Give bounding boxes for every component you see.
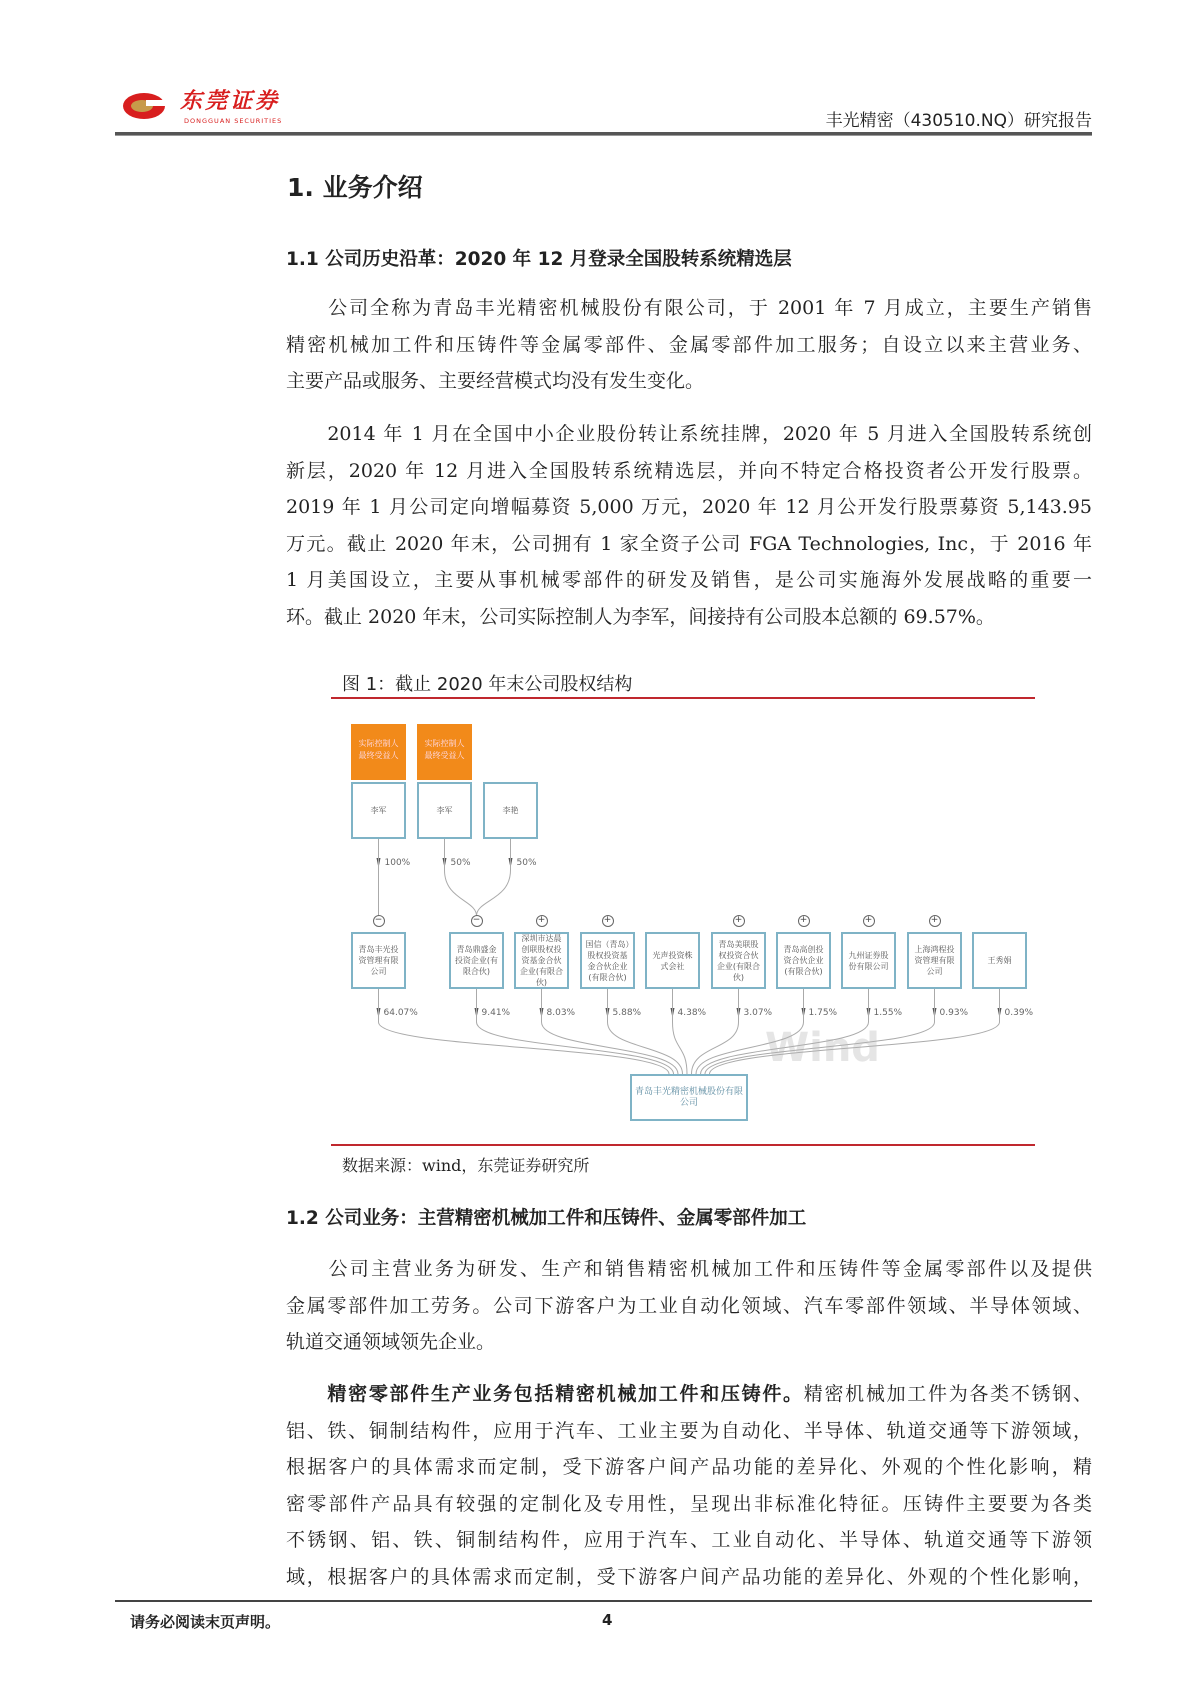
watermark: Wind (765, 1025, 880, 1071)
shareholder-node[interactable]: 上海鸿程投资管理有限公司 (907, 932, 962, 989)
shareholder-pct-label: 4.38% (677, 1008, 707, 1018)
text-line: 环。截止 2020 年末，公司实际控制人为李军，间接持有公司股本总额的 69.57%。 (286, 605, 995, 628)
text-span: 精密机械加工件为各类不锈钢、 (803, 1383, 1092, 1405)
holder-node[interactable]: 李军 (417, 782, 472, 839)
text-line: 2014 年 1 月在全国中小企业股份转让系统挂牌，2020 年 5 月进入全国股转系统创 (286, 423, 1092, 445)
expand-toggle-icon[interactable]: − (373, 915, 385, 927)
paragraph-business-2 (286, 1376, 1092, 1596)
shareholder-node[interactable]: 青岛美联股权投资合伙企业(有限合伙) (711, 932, 766, 989)
subsection-heading-1-2: 1.2 公司业务：主营精密机械加工件和压铸件、金属零部件加工 (286, 1208, 807, 1229)
footer-disclaimer: 请务必阅读末页声明。 (130, 1613, 281, 1631)
figure-title: 图 1：截止 2020 年末公司股权结构 (342, 674, 633, 695)
logo-text-cn: 东莞证券 (180, 88, 281, 114)
paragraph-business-1 (286, 1251, 1092, 1361)
expand-toggle-icon[interactable]: + (863, 915, 875, 927)
expand-toggle-icon[interactable]: + (929, 915, 941, 927)
shareholder-node[interactable]: 深圳市达晨创联股权投资基金合伙企业(有限合伙) (514, 932, 569, 989)
shareholder-node[interactable]: 九州证券股份有限公司 (841, 932, 896, 989)
figure-bottom-rule (331, 1144, 1035, 1146)
connector-line (379, 989, 670, 1074)
expand-toggle-icon[interactable]: + (733, 915, 745, 927)
shareholder-node[interactable]: 青岛鼎盛金投资企业(有限合伙) (449, 932, 504, 989)
report-title: 丰光精密（430510.NQ）研究报告 (825, 111, 1092, 131)
text-line: 万元。截止 2020 年末，公司拥有 1 家全资子公司 FGA Technologies, Inc，于 2016 年 (286, 532, 1092, 555)
shareholder-node[interactable]: 青岛丰光投资管理有限公司 (351, 932, 406, 989)
expand-toggle-icon[interactable]: − (471, 915, 483, 927)
text-line: 不锈钢、铝、铁、铜制结构件，应用于汽车、工业自动化、半导体、轨道交通等下游领 (286, 1529, 1092, 1552)
logo-text-en: DONGGUAN SECURITIES (184, 117, 283, 125)
bold-lead-text: 精密零部件生产业务包括精密机械加工件和压铸件。 (286, 1383, 804, 1405)
shareholder-node[interactable]: 国信（青岛）股权投资基金合伙企业(有限合伙) (580, 932, 635, 989)
shareholder-node[interactable]: 青岛高创投资合伙企业(有限合伙) (776, 932, 831, 989)
shareholder-pct-label: 0.39% (1004, 1008, 1034, 1018)
shareholder-pct-label: 5.88% (612, 1008, 642, 1018)
expand-toggle-icon[interactable]: + (536, 915, 548, 927)
controller-tag: 实际控制人 最终受益人 (351, 724, 406, 780)
shareholder-node[interactable]: 光声投资株式会社 (645, 932, 700, 989)
shareholder-node[interactable]: 王秀娟 (972, 932, 1027, 989)
footer-divider (115, 1600, 1092, 1602)
text-line: 2019 年 1 月公司定向增幅募资 5,000 万元，2020 年 12 月公开发行股票募资 5,143.95 (286, 496, 1092, 519)
text-line: 主要产品或服务、主要经营模式均没有发生变化。 (286, 370, 705, 393)
shareholder-pct-label: 9.41% (481, 1008, 511, 1018)
text-line: 铝、铁、铜制结构件，应用于汽车、工业主要为自动化、半导体、轨道交通等下游领域， (286, 1419, 1092, 1442)
expand-toggle-icon[interactable]: + (798, 915, 810, 927)
shareholder-pct-label: 3.07% (743, 1008, 773, 1018)
expand-toggle-icon[interactable]: + (602, 915, 614, 927)
holder-pct-label: 50% (516, 858, 537, 868)
holder-pct-label: 100% (384, 858, 411, 868)
connector-line (445, 839, 477, 916)
text-line: 公司主营业务为研发、生产和销售精密机械加工件和压铸件等金属零部件以及提供 (286, 1258, 1092, 1280)
shareholder-pct-label: 8.03% (546, 1008, 576, 1018)
subsection-heading-1-1: 1.1 公司历史沿革：2020 年 12 月登录全国股转系统精选层 (286, 249, 792, 270)
target-company-node[interactable]: 青岛丰光精密机械股份有限公司 (630, 1074, 748, 1121)
text-line: 域，根据客户的具体需求而定制，受下游客户间产品功能的差异化、外观的个性化影响， (286, 1565, 1092, 1588)
holder-pct-label: 50% (450, 858, 471, 868)
text-line: 1 月美国设立，主要从事机械零部件的研发及销售，是公司实施海外发展战略的重要一 (286, 569, 1092, 592)
page-number: 4 (602, 1611, 613, 1629)
text-line: 精密机械加工件和压铸件等金属零部件、金属零部件加工服务；自设立以来主营业务、 (286, 333, 1092, 356)
shareholder-pct-label: 64.07% (383, 1008, 418, 1018)
shareholder-pct-label: 1.75% (808, 1008, 838, 1018)
text-line: 金属零部件加工劳务。公司下游客户为工业自动化领域、汽车零部件领域、半导体领域、 (286, 1294, 1092, 1317)
text-line (286, 1376, 1092, 1413)
holder-node[interactable]: 李艳 (483, 782, 538, 839)
connector-line (477, 839, 511, 916)
text-line: 公司全称为青岛丰光精密机械股份有限公司，于 2001 年 7 月成立，主要生产销售 (286, 297, 1092, 319)
connector-line (673, 989, 688, 1074)
shareholder-pct-label: 0.93% (939, 1008, 969, 1018)
text-line: 轨道交通领域领先企业。 (286, 1331, 496, 1354)
figure-source: 数据来源：wind，东莞证券研究所 (342, 1156, 590, 1175)
text-line: 根据客户的具体需求而定制，受下游客户间产品功能的差异化、外观的个性化影响，精 (286, 1456, 1092, 1479)
controller-tag: 实际控制人 最终受益人 (417, 724, 472, 780)
text-line: 新层，2020 年 12 月进入全国股转系统精选层，并向不特定合格投资者公开发行股票。 (286, 459, 1092, 482)
text-line: 密零部件产品具有较强的定制化及专用性，呈现出非标准化特征。压铸件主要要为各类 (286, 1492, 1092, 1515)
shareholder-pct-label: 1.55% (873, 1008, 903, 1018)
holder-node[interactable]: 李军 (351, 782, 406, 839)
section-heading: 1. 业务介绍 (287, 173, 423, 202)
